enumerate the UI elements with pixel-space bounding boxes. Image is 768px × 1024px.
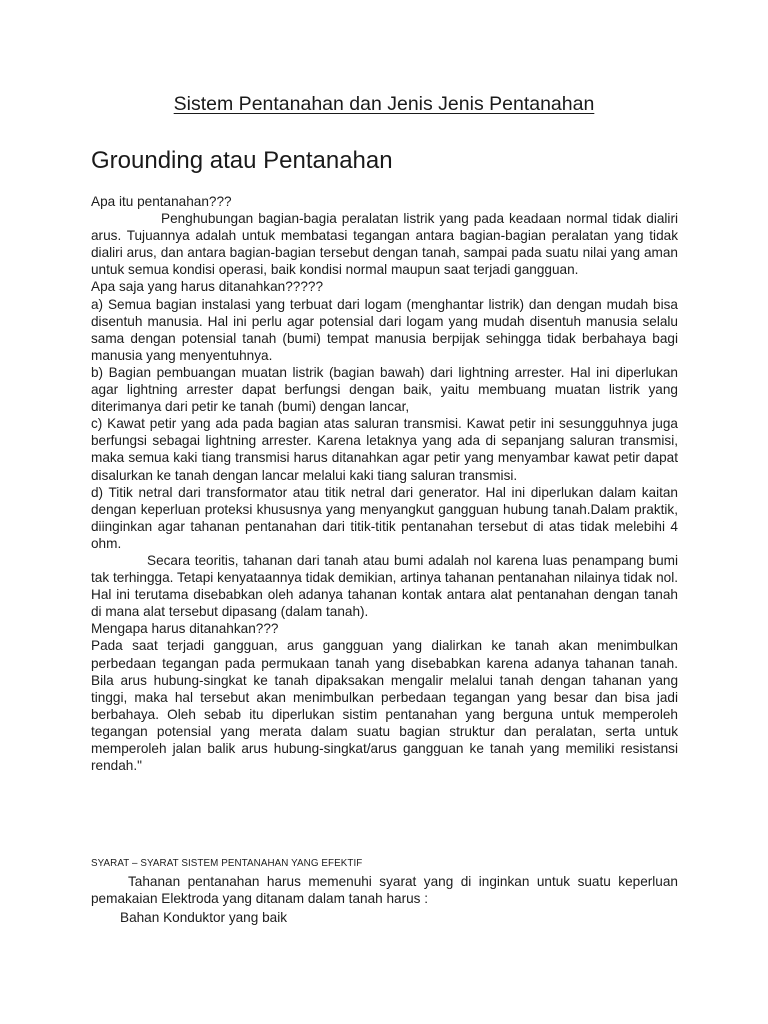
requirements-heading: SYARAT – SYARAT SISTEM PENTANAHAN YANG EFEKTIF (91, 858, 363, 869)
paragraph-theory: Secara teoritis, tahanan dari tanah atau bumi adalah nol karena luas penampang bumi tak terhingga. Tetapi kenyataannya tidak demikian, artinya tahanan pentanahan nilainya tidak nol. Hal ini terutama disebabkan oleh adanya tahanan kontak antara alat pentanahan dengan tanah di mana alat tersebut dipasang (dalam tanah). (91, 552, 678, 620)
paragraph-item-a: a) Semua bagian instalasi yang terbuat dari logam (menghantar listrik) dan dengan mudah bisa disentuh manusia. Hal ini perlu agar potensial dari logam yang mudah disentuh manusia selalu sama dengan potensial tanah (bumi) tempat manusia berpijak sehingga tidak berbahaya bagi manusia yang menyentuhnya. (91, 296, 678, 363)
question-why-ground: Mengapa harus ditanahkan??? (91, 621, 279, 637)
question-what-is-grounding: Apa itu pentanahan??? (91, 194, 232, 209)
requirements-section (91, 858, 678, 926)
paragraph-item-c: c) Kawat petir yang ada pada bagian atas saluran transmisi. Kawat petir ini sesungguhnya juga berfungsi sebagai lightning arrester. Karena letaknya yang ada di sepanjang saluran transmisi, maka semua kaki tiang transmisi harus ditanahkan agar petir yang menyambar kawat petir dapat disalurkan ke tanah dengan lancar melalui kaki tiang saluran transmisi. (91, 416, 678, 483)
paragraph-item-d: d) Titik netral dari transformator atau titik netral dari generator. Hal ini diperlukan dalam kaitan dengan keperluan proteksi khususnya yang menyangkut gangguan hubung tanah.Dalam praktik, diinginkan agar tahanan pentanahan dari titik-titik pentanahan tersebut di atas tidak melebihi 4 ohm. (91, 484, 678, 551)
document-title: Sistem Pentanahan dan Jenis Jenis Pentanahan (173, 93, 595, 115)
paragraph-item-b: b) Bagian pembuangan muatan listrik (bagian bawah) dari lightning arrester. Hal ini diperlukan agar lightning arrester dapat berfungsi dengan baik, yaitu membuang muatan listrik yang diterimanya dari petir ke tanah (bumi) dengan lancar, (91, 364, 678, 415)
paragraph-why-ground: Pada saat terjadi gangguan, arus gangguan yang dialirkan ke tanah akan menimbulkan perbedaan tegangan pada permukaan tanah yang disebabkan karena adanya tahanan tanah. Bila arus hubung-singkat ke tanah dipaksakan mengalir melalui tanah dengan tahanan yang tinggi, maka hal tersebut akan menimbulkan perbedaan tegangan yang besar dan bisa jadi berbahaya. Oleh sebab itu diperlukan sistim pentanahan yang berguna untuk memperoleh tegangan potensial yang merata dalam suatu bagian struktur dan peralatan, serta untuk memperoleh jalan balik arus hubung-singkat/arus gangguan ke tanah yang memiliki resistansi rendah." (91, 638, 678, 774)
question-what-to-ground: Apa saja yang harus ditanahkan????? (91, 279, 324, 295)
document-body (91, 193, 678, 774)
section-heading: Grounding atau Pentanahan (91, 147, 393, 174)
requirements-text: Tahanan pentanahan harus memenuhi syarat yang di inginkan untuk suatu keperluan pemakaian Elektroda yang ditanam dalam tanah harus : (91, 874, 678, 907)
requirements-item: Bahan Konduktor yang baik (120, 910, 288, 926)
paragraph-definition: Penghubungan bagian-bagia peralatan listrik yang pada keadaan normal tidak dialiri arus. Tujuannya adalah untuk membatasi tegangan antara bagian-bagian peralatan yang tidak dialiri arus, dan antara bagian-bagian tersebut dengan tanah, sampai pada suatu nilai yang aman untuk semua kondisi operasi, baik kondisi normal maupun saat terjadi gangguan. (91, 211, 678, 278)
